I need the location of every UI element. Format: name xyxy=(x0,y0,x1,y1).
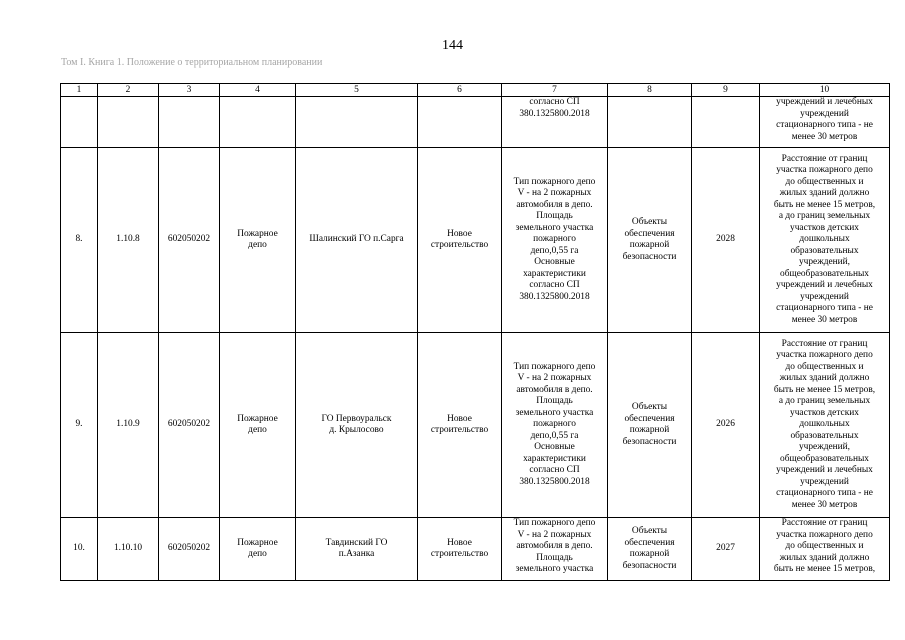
table-row xyxy=(61,333,890,518)
table-cell xyxy=(220,97,296,148)
row-number-cell: 10. xyxy=(61,518,98,581)
characteristics-cell: Тип пожарного депо V - на 2 пожарных автомобиля в депо. Площадь земельного участка пожарного депо,0,55 га Основные характеристики согласно СП 380.1325800.2018 xyxy=(502,333,608,518)
zone-cell: Расстояние от границ участка пожарного депо до общественных и жилых зданий должно быть не менее 15 метров, xyxy=(760,518,890,581)
oktmo-cell: 602050202 xyxy=(159,518,220,581)
year-cell: 2027 xyxy=(692,518,760,581)
column-header: 9 xyxy=(692,84,760,97)
column-header: 10 xyxy=(760,84,890,97)
row-number-cell: 8. xyxy=(61,148,98,333)
code-cell: 1.10.9 xyxy=(98,333,159,518)
column-header: 5 xyxy=(296,84,418,97)
table-cell xyxy=(296,97,418,148)
code-cell: 1.10.8 xyxy=(98,148,159,333)
year-cell: 2026 xyxy=(692,333,760,518)
code-cell: 1.10.10 xyxy=(98,518,159,581)
table-row xyxy=(61,148,890,333)
status-cell: Новое строительство xyxy=(418,333,502,518)
column-header: 4 xyxy=(220,84,296,97)
status-cell: Новое строительство xyxy=(418,148,502,333)
purpose-cell: Объекты обеспечения пожарной безопасности xyxy=(608,518,692,581)
purpose-cell: Объекты обеспечения пожарной безопасности xyxy=(608,148,692,333)
column-header: 6 xyxy=(418,84,502,97)
page-number: 144 xyxy=(442,38,463,53)
document-header: Том I. Книга 1. Положение о территориальном планировании xyxy=(61,57,323,68)
continuation-row xyxy=(61,97,890,148)
characteristics-cell: Тип пожарного депо V - на 2 пожарных автомобиля в депо. Площадь земельного участка xyxy=(502,518,608,581)
table-cell xyxy=(61,97,98,148)
column-header: 3 xyxy=(159,84,220,97)
column-header: 8 xyxy=(608,84,692,97)
oktmo-cell: 602050202 xyxy=(159,148,220,333)
characteristics-cell: Тип пожарного депо V - на 2 пожарных автомобиля в депо. Площадь земельного участка пожарного депо,0,55 га Основные характеристики согласно СП 380.1325800.2018 xyxy=(502,148,608,333)
year-cell: 2028 xyxy=(692,148,760,333)
table-cell xyxy=(608,97,692,148)
row-number-cell: 9. xyxy=(61,333,98,518)
table-row xyxy=(61,518,890,581)
table-cell xyxy=(418,97,502,148)
column-number-row xyxy=(61,84,890,97)
object-type-cell: Пожарное депо xyxy=(220,333,296,518)
table-cell xyxy=(159,97,220,148)
location-cell: Шалинский ГО п.Сарга xyxy=(296,148,418,333)
column-header: 7 xyxy=(502,84,608,97)
objects-table xyxy=(60,83,890,581)
location-cell: ГО Первоуральск д. Крылосово xyxy=(296,333,418,518)
column-header: 2 xyxy=(98,84,159,97)
zone-cell: Расстояние от границ участка пожарного депо до общественных и жилых зданий должно быть не менее 15 метров, а до границ земельных участков детских дошкольных образовательных учреждений, общеобразовательных учреждений и лечебных учреждений стационарного типа - не менее 30 метров xyxy=(760,333,890,518)
object-type-cell: Пожарное депо xyxy=(220,148,296,333)
characteristics-cell: согласно СП 380.1325800.2018 xyxy=(502,97,608,148)
zone-cell: учреждений и лечебных учреждений стационарного типа - не менее 30 метров xyxy=(760,97,890,148)
purpose-cell: Объекты обеспечения пожарной безопасности xyxy=(608,333,692,518)
table-cell xyxy=(98,97,159,148)
oktmo-cell: 602050202 xyxy=(159,333,220,518)
object-type-cell: Пожарное депо xyxy=(220,518,296,581)
table-cell xyxy=(692,97,760,148)
zone-cell: Расстояние от границ участка пожарного депо до общественных и жилых зданий должно быть не менее 15 метров, а до границ земельных участков детских дошкольных образовательных учреждений, общеобразовательных учреждений и лечебных учреждений стационарного типа - не менее 30 метров xyxy=(760,148,890,333)
column-header: 1 xyxy=(61,84,98,97)
location-cell: Тавдинский ГО п.Азанка xyxy=(296,518,418,581)
status-cell: Новое строительство xyxy=(418,518,502,581)
